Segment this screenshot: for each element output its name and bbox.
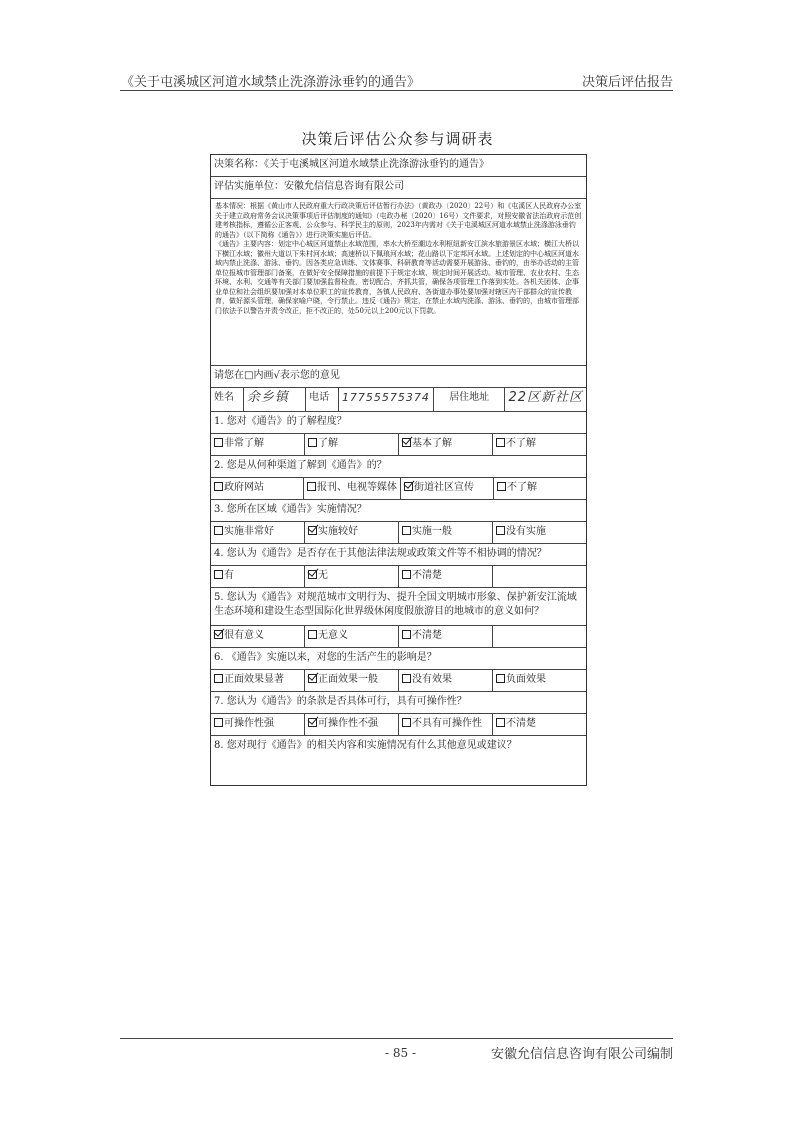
option-checkbox[interactable] <box>305 626 399 647</box>
checked-box-icon[interactable] <box>402 438 411 447</box>
address-label: 居住地址 <box>434 388 506 411</box>
option-checkbox[interactable] <box>211 670 305 691</box>
decision-name-row: 决策名称：《关于屯溪城区河道水域禁止洗涤游泳垂钓的通告》 <box>211 155 586 177</box>
footer-divider <box>120 1038 673 1039</box>
question-6-options <box>211 670 586 692</box>
option-label: 报刊、电视等媒体 <box>317 482 397 493</box>
option-label: 负面效果 <box>506 674 546 685</box>
option-label: 很有意义 <box>224 630 264 641</box>
option-checkbox[interactable] <box>211 714 305 735</box>
option-label: 不清楚 <box>412 630 442 641</box>
option-label: 可操作性强 <box>224 718 274 729</box>
survey-table <box>210 154 587 786</box>
option-checkbox[interactable] <box>211 434 305 455</box>
option-label: 不具有可操作性 <box>412 718 482 729</box>
empty-box-icon[interactable] <box>402 674 411 683</box>
scanned-survey-form <box>205 128 590 788</box>
empty-box-icon[interactable] <box>496 526 505 535</box>
option-label: 政府网站 <box>224 482 264 493</box>
option-checkbox[interactable] <box>493 670 586 691</box>
question-3-options <box>211 522 586 544</box>
form-title: 决策后评估公众参与调研表 <box>301 130 494 148</box>
option-label: 实施非常好 <box>224 526 274 537</box>
checked-box-icon[interactable] <box>404 482 413 491</box>
option-checkbox[interactable] <box>493 714 586 735</box>
empty-box-icon[interactable] <box>308 438 317 447</box>
option-checkbox[interactable] <box>493 434 586 455</box>
option-label: 实施较好 <box>318 526 358 537</box>
empty-box-icon[interactable] <box>308 630 317 639</box>
comment-area[interactable] <box>211 758 586 858</box>
address-handwritten[interactable]: 22区新社区 <box>508 390 583 405</box>
phone-handwritten[interactable]: 17755575374 <box>339 388 434 411</box>
option-checkbox[interactable] <box>399 670 493 691</box>
empty-box-icon[interactable] <box>402 526 411 535</box>
checked-box-icon[interactable] <box>308 570 317 579</box>
question-8: 8. 您对现行《通告》的相关内容和实施情况有什么其他意见或建议？ <box>214 740 517 751</box>
header-right-title: 决策后评估报告 <box>581 75 673 90</box>
option-label: 实施一般 <box>412 526 452 537</box>
option-checkbox[interactable] <box>211 566 305 587</box>
question-3: 3. 您所在区域《通告》实施情况？ <box>211 500 586 522</box>
implementing-unit-row: 评估实施单位：安徽允信信息咨询有限公司 <box>211 177 586 199</box>
empty-box-icon[interactable] <box>402 718 411 727</box>
option-checkbox[interactable] <box>304 478 401 499</box>
header-left-title: 《关于屯溪城区河道水域禁止洗涤游泳垂钓的通告》 <box>121 75 421 90</box>
empty-box-icon[interactable] <box>214 718 223 727</box>
checked-box-icon[interactable] <box>214 630 223 639</box>
footer-company: 安徽允信信息咨询有限公司编制 <box>490 1047 673 1062</box>
option-label: 无意义 <box>318 630 348 641</box>
empty-box-icon[interactable] <box>214 438 223 447</box>
page-number: - 85 - <box>385 1046 417 1060</box>
option-checkbox[interactable] <box>399 626 493 647</box>
option-checkbox[interactable] <box>493 522 586 543</box>
empty-box-icon[interactable] <box>214 674 223 683</box>
option-label: 不清楚 <box>412 570 442 581</box>
option-label: 街道社区宣传 <box>414 482 474 493</box>
header-divider <box>120 90 673 91</box>
question-5: 5. 您认为《通告》对规范城市文明行为、提升全国文明城市形象、保护新安江流域生态环境和建设生态型国际化世界级休闲度假旅游目的地城市的意义如何？ <box>211 588 586 626</box>
question-list <box>211 412 586 736</box>
option-label: 不了解 <box>507 482 537 493</box>
option-checkbox[interactable] <box>305 566 399 587</box>
empty-box-icon[interactable] <box>214 482 223 491</box>
option-checkbox[interactable] <box>305 434 399 455</box>
empty-box-icon[interactable] <box>214 570 223 579</box>
option-label: 不了解 <box>506 438 536 449</box>
option-label: 可操作性不强 <box>318 718 378 729</box>
option-checkbox[interactable] <box>211 626 305 647</box>
question-4-options <box>211 566 586 588</box>
background-intro <box>211 199 586 366</box>
empty-box-icon[interactable] <box>402 630 411 639</box>
question-5-options <box>211 626 586 648</box>
checked-box-icon[interactable] <box>308 718 317 727</box>
option-label: 没有效果 <box>412 674 452 685</box>
option-checkbox[interactable] <box>211 478 304 499</box>
intro-basic: 基本情况：根据《黄山市人民政府重大行政决策后评估暂行办法》（黄政办〔2020〕22号）和《屯溪区人民政府办公室关于建立政府常务会议决策事项后评估制度的通知》（屯政办秘〔2020〕16号）文件要求，对照安徽省法治政府示范创建考核指标，遵循公正客观、公众参与、科学民主的原则，2023年内需对《关于屯溪城区河道水域禁止洗涤游泳垂钓的通告》（以下简称《通告》）进行决策实施后评估。 <box>215 202 582 239</box>
empty-box-icon[interactable] <box>402 570 411 579</box>
question-6: 6. 《通告》实施以来，对您的生活产生的影响是？ <box>211 648 586 670</box>
option-label: 基本了解 <box>412 438 452 449</box>
option-checkbox[interactable] <box>399 714 493 735</box>
respondent-info-row <box>211 388 586 412</box>
option-checkbox[interactable] <box>305 670 399 691</box>
empty-cell <box>493 566 586 587</box>
question-1-options <box>211 434 586 456</box>
empty-box-icon[interactable] <box>496 438 505 447</box>
question-1: 1. 您对《通告》的了解程度？ <box>211 412 586 434</box>
option-label: 不清楚 <box>506 718 536 729</box>
instruction-row: 请您在□内画√表示您的意见 <box>211 366 586 388</box>
name-label: 姓名 <box>211 388 244 411</box>
empty-box-icon[interactable] <box>496 718 505 727</box>
checked-box-icon[interactable] <box>308 526 317 535</box>
option-label: 无 <box>318 570 328 581</box>
question-4: 4. 您认为《通告》是否存在于其他法律法规或政策文件等不相协调的情况？ <box>211 544 586 566</box>
option-checkbox[interactable] <box>494 478 586 499</box>
option-label: 了解 <box>318 438 338 449</box>
option-checkbox[interactable] <box>399 522 493 543</box>
checked-box-icon[interactable] <box>308 674 317 683</box>
option-checkbox[interactable] <box>305 522 399 543</box>
option-label: 正面效果显著 <box>224 674 284 685</box>
empty-cell <box>493 626 586 647</box>
option-label: 正面效果一般 <box>318 674 378 685</box>
option-checkbox[interactable] <box>399 566 493 587</box>
option-checkbox[interactable] <box>401 478 494 499</box>
name-handwritten[interactable]: 余乡镇 <box>244 388 306 411</box>
question-7-options <box>211 714 586 736</box>
option-checkbox[interactable] <box>399 434 493 455</box>
phone-label: 电话 <box>306 388 339 411</box>
empty-box-icon[interactable] <box>497 482 506 491</box>
intro-content: 《通告》主要内容：划定中心城区河道禁止水域范围，率水大桥至潮边水利枢纽新安江滨水旅游景区水域；横江大桥以下横江水域；徽州大道以下朱村河水域；高速桥以下佩琅河水域；花山路以下定邦河水域。上述划定的中心城区河道水域内禁止洗涤、游泳、垂钓。因各类应急训练、文体赛事、科研教育等活动需要开展游泳、垂钓的，由举办活动的主管单位报城市管理部门备案，在做好安全保障措施的前提下于规定水域、规定时间开展活动。城市管理、农业农村、生态环境、水利、交通等有关部门要加强监督检查，密切配合，齐抓共管，确保各项管理工作落到实处。各机关团体、企事业单位和社会组织要加强对本单位职工的宣传教育，各镇人民政府、各街道办事处要加强对辖区内干部群众的宣传教育，做好源头管理，确保家喻户晓，令行禁止。违反《通告》规定，在禁止水域内洗涤、游泳、垂钓的，由城市管理部门依法予以警告并责令改正，拒不改正的，处50元以上200元以下罚款。 <box>215 240 579 315</box>
question-2-options <box>211 478 586 500</box>
option-checkbox[interactable] <box>211 522 305 543</box>
question-7: 7. 您认为《通告》的条款是否具体可行，具有可操作性？ <box>211 692 586 714</box>
empty-box-icon[interactable] <box>307 482 316 491</box>
empty-box-icon[interactable] <box>214 526 223 535</box>
question-2: 2. 您是从何种渠道了解到《通告》的？ <box>211 456 586 478</box>
option-label: 没有实施 <box>506 526 546 537</box>
empty-box-icon[interactable] <box>496 674 505 683</box>
option-label: 有 <box>224 570 234 581</box>
option-label: 非常了解 <box>224 438 264 449</box>
option-checkbox[interactable] <box>305 714 399 735</box>
